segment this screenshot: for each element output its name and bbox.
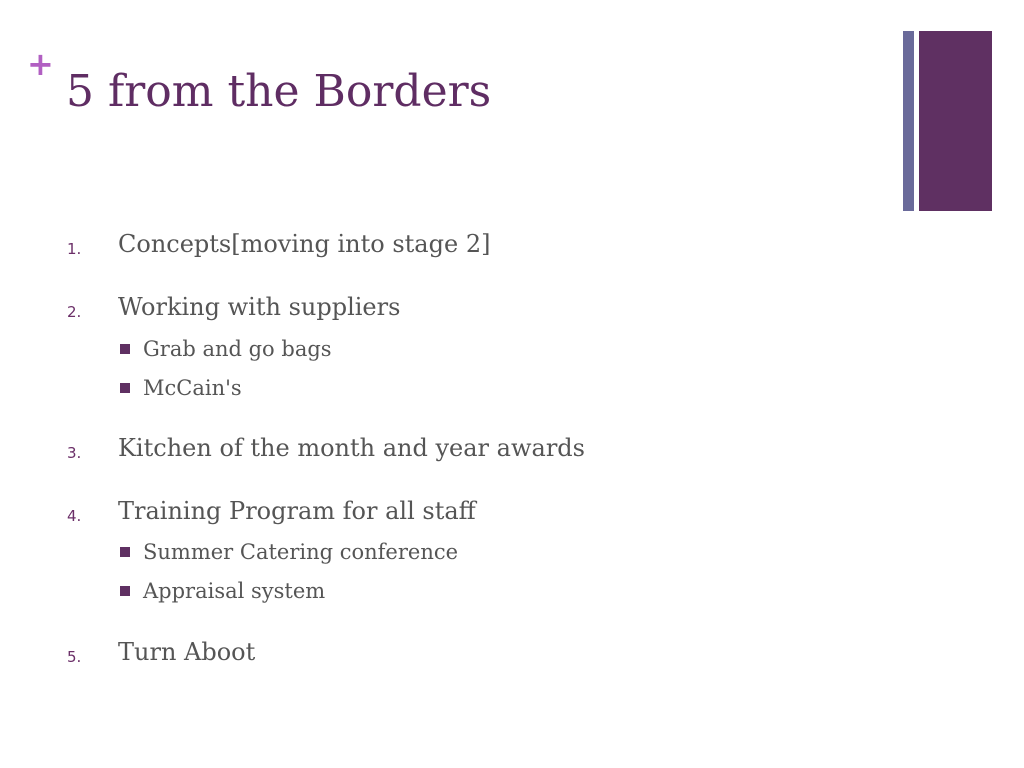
square-bullet-icon — [120, 547, 130, 557]
slide-title: 5 from the Borders — [66, 66, 492, 117]
list-number: 5. — [67, 648, 82, 666]
sub-list-item-text: Grab and go bags — [143, 337, 332, 361]
list-number: 1. — [67, 240, 82, 258]
sub-list-item-text: Summer Catering conference — [143, 540, 459, 564]
list-item-text: Kitchen of the month and year awards — [118, 434, 585, 462]
list-number: 2. — [67, 303, 82, 321]
plus-icon: + — [27, 45, 54, 83]
square-bullet-icon — [120, 383, 130, 393]
accent-bar-thick — [919, 31, 992, 211]
list-item-text: Working with suppliers — [118, 293, 401, 321]
list-item-text: Concepts[moving into stage 2] — [118, 230, 491, 258]
square-bullet-icon — [120, 344, 130, 354]
sub-list-item-text: McCain's — [143, 376, 242, 400]
list-number: 4. — [67, 507, 82, 525]
sub-list-item-text: Appraisal system — [143, 579, 326, 603]
list-item-text: Training Program for all staff — [118, 497, 476, 525]
list-item-text: Turn Aboot — [118, 638, 256, 666]
accent-bar-thin — [903, 31, 914, 211]
square-bullet-icon — [120, 586, 130, 596]
list-number: 3. — [67, 444, 82, 462]
